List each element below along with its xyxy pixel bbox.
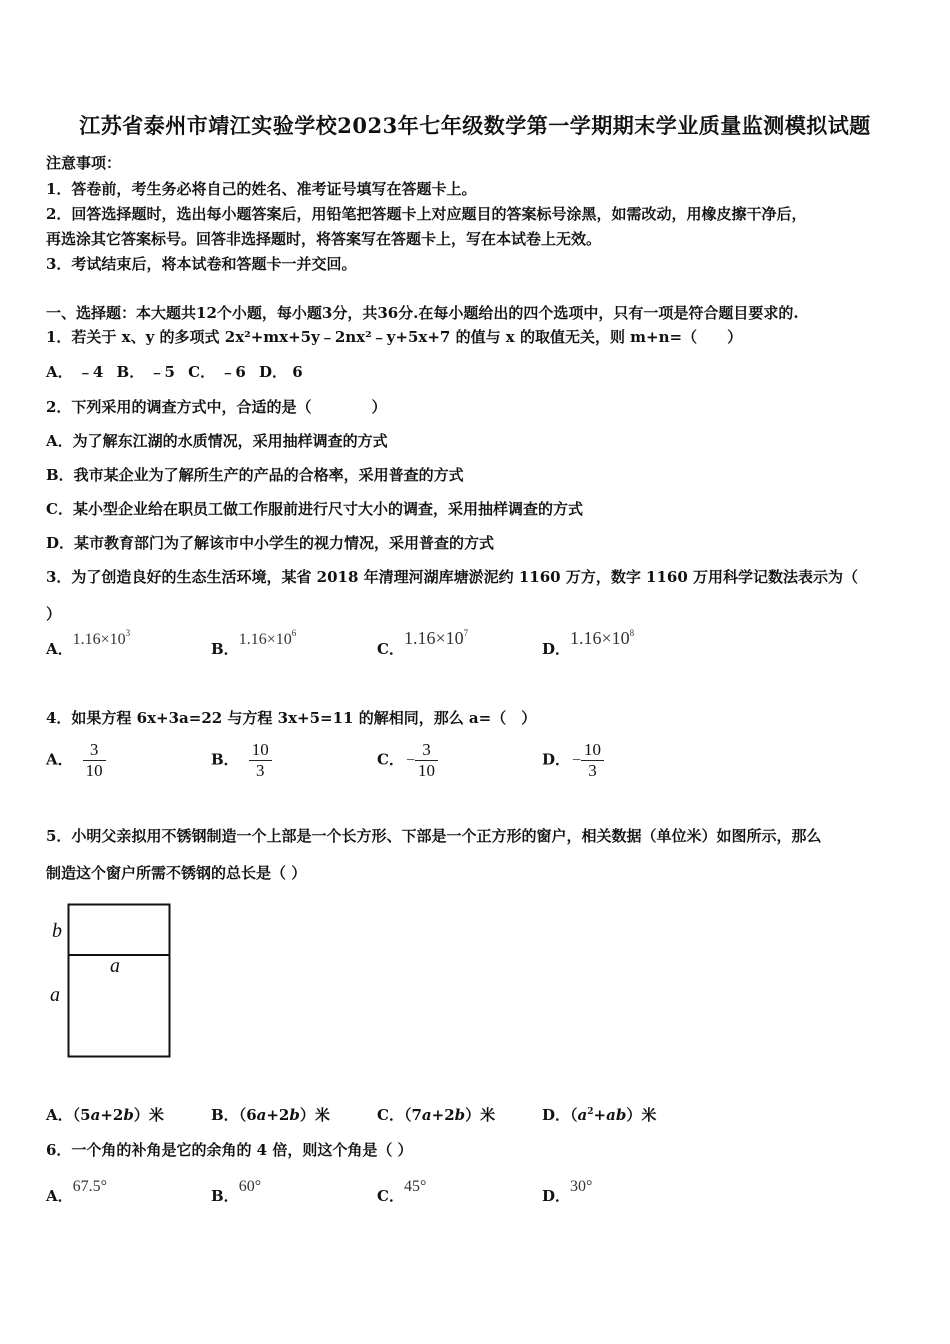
option-part: （5 [72,1106,91,1124]
q4-option-b [211,740,272,781]
q4-option-d [542,740,604,781]
fraction-denominator: 3 [255,761,265,780]
option-part: + [593,1106,607,1124]
notice-item: 2．回答选择题时，选出每小题答案后，用铅笔把答题卡上对应题目的答案标号涂黑，如需改动，用橡皮擦干净后， [46,205,807,223]
option-var: b [454,1106,466,1124]
option-label: C． [377,750,404,769]
option-label: B． [116,363,145,381]
q5-option-a [46,1104,164,1125]
option-label: B． [211,640,239,658]
option-part: （ [570,1106,578,1124]
option-part: ）米 [626,1106,657,1124]
figure-label-b: b [52,920,62,942]
notice-item: 再选涂其它答案标号。回答非选择题时，将答案写在答题卡上，写在本试卷上无效。 [46,230,602,248]
option-label: D． [542,1187,571,1205]
q3-option-c [377,628,469,659]
question-2-stem: 2．下列采用的调查方式中，合适的是（ ） [46,398,387,416]
option-label: C． [377,640,404,658]
option-part: ）米 [299,1106,330,1124]
option-label: A． [46,1106,73,1124]
option-var: b [123,1106,134,1124]
window-outline [69,905,170,1057]
option-part: +2 [100,1106,124,1124]
q5-option-b [211,1104,330,1125]
question-5-stem: 5．小明父亲拟用不锈钢制造一个上部是一个长方形、下部是一个正方形的窗户，相关数据（单位米）如图所示，那么 [46,827,822,845]
figure-label-a-left: a [50,984,60,1006]
math-base: 1.16×10 [238,631,292,648]
option-part: ）米 [465,1106,496,1124]
option-var: a [421,1106,432,1124]
q6-option-c [377,1178,427,1206]
fraction-numerator: 10 [249,740,272,761]
option-value: 60° [238,1178,262,1195]
option-label: A． [46,640,73,658]
option-label: A． [46,1187,73,1205]
fraction-denominator: 3 [588,761,597,780]
fraction-numerator: 3 [83,740,106,761]
option-label: A． [46,750,73,769]
option-value: ﹣6 [220,363,246,381]
option-var: a [577,1106,588,1124]
math-base: 1.16×10 [570,628,630,648]
option-var: a [90,1106,101,1124]
math-exponent: 8 [629,628,635,638]
page-title: 江苏省泰州市靖江实验学校2023年七年级数学第一学期期末学业质量监测模拟试题 [79,113,871,138]
option-exponent: 2 [587,1107,594,1117]
question-3-stem-end: ） [46,605,62,623]
window-figure [40,895,190,1065]
math-exponent: 6 [291,628,297,638]
fraction-sign: − [572,751,582,769]
option-label: B． [211,1187,239,1205]
option-label: C． [188,363,216,381]
section-heading: 一、选择题：本大题共12个小题，每小题3分，共36分.在每小题给出的四个选项中，只有一项是符合题目要求的. [46,304,799,322]
option-part: （7 [403,1106,422,1124]
option-value: 30° [570,1178,593,1195]
option-label: D． [542,640,571,658]
fraction-sign: − [405,751,415,769]
question-3-stem: 3．为了创造良好的生态生活环境，某省 2018 年清理河湖库塘淤泥约 1160 万方，数字 1160 万用科学记数法表示为（ [46,568,859,586]
option-label: B． [211,1106,239,1124]
fraction-numerator: 3 [415,740,438,761]
math-exponent: 3 [125,628,131,638]
question-5-stem-cont: 制造这个窗户所需不锈钢的总长是（ ） [46,864,307,882]
option-value: ﹣4 [77,363,104,381]
fraction-denominator: 10 [417,761,435,780]
option-value: 67.5° [72,1178,108,1195]
question-6-stem: 6．一个角的补角是它的余角的 4 倍，则这个角是（ ） [46,1141,413,1159]
option-part: （6 [238,1106,257,1124]
option-var: ab [606,1106,627,1124]
math-base: 1.16×10 [72,631,126,648]
option-value: ﹣5 [149,363,175,381]
figure-label-a-top: a [110,955,120,977]
q6-option-a [46,1178,108,1206]
option-label: D． [542,750,571,769]
question-1-stem: 1．若关于 x、y 的多项式 2x²+mx+5y﹣2nx²﹣y+5x+7 的值与 x 的取值无关，则 m+n=（ ） [46,328,743,346]
math-base: 1.16×10 [403,628,464,648]
q6-option-d [542,1178,593,1206]
q3-option-d [542,628,635,659]
q3-option-a [46,628,131,659]
option-label: D． [542,1106,571,1124]
q5-option-d [542,1104,656,1125]
option-value: 6 [292,363,303,381]
option-label: D． [259,363,288,381]
option-label: A． [46,363,73,381]
option-label: B． [211,750,239,769]
option-var: b [289,1106,300,1124]
q5-option-c [377,1104,495,1125]
q2-option-c: C．某小型企业给在职员工做工作服前进行尺寸大小的调查，采用抽样调查的方式 [46,500,583,518]
option-label: C． [377,1106,404,1124]
q1-option-a [46,361,303,382]
q3-option-b [211,628,297,659]
option-part: +2 [431,1106,455,1124]
option-label: C． [377,1187,404,1205]
fraction-denominator: 10 [85,761,103,780]
q2-option-a: A．为了解东江湖的水质情况，采用抽样调查的方式 [46,432,388,450]
notice-item: 1．答卷前，考生务必将自己的姓名、准考证号填写在答题卡上。 [46,180,477,198]
notice-item: 3．考试结束后，将本试卷和答题卡一并交回。 [46,255,357,273]
option-value: 45° [403,1178,427,1195]
fraction-numerator: 10 [581,740,604,761]
q4-option-c [377,740,438,781]
notice-heading: 注意事项： [46,154,122,172]
q6-option-b [211,1178,262,1206]
option-part: ）米 [133,1106,164,1124]
question-4-stem: 4．如果方程 6x+3a=22 与方程 3x+5=11 的解相同，那么 a=（ ） [46,709,537,727]
option-part: +2 [266,1106,290,1124]
q2-option-b: B．我市某企业为了解所生产的产品的合格率，采用普查的方式 [46,466,464,484]
math-exponent: 7 [463,628,469,638]
q2-option-d: D．某市教育部门为了解该市中小学生的视力情况，采用普查的方式 [46,534,495,552]
option-var: a [256,1106,267,1124]
q4-option-a [46,740,106,781]
